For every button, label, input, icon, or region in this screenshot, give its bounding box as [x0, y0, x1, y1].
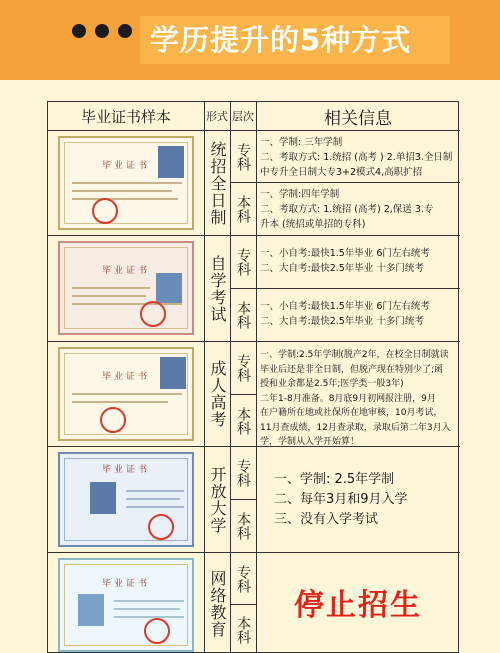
header-form: 形式 — [206, 110, 228, 123]
level-adult-exam-junior: 专科 — [235, 354, 251, 382]
stop-enrollment-notice: 停止招生 — [294, 588, 422, 623]
info-self-study-bachelor: 一、小自考:最快1.5年毕业 6门左右统考 二、大自考:最快2.5年毕业 十多门统考 — [260, 301, 430, 327]
header-info: 相关信息 — [324, 108, 392, 129]
level-open-university-bachelor: 本科 — [235, 512, 251, 540]
info-fulltime-bachelor: 一、学制:四年学制 二、考取方式: 1.统招 (高考) 2,保送 3.专 升本 (统招或单招的专科) — [260, 189, 434, 230]
title-banner — [0, 0, 500, 80]
level-open-university-junior: 专科 — [235, 459, 251, 487]
certificate-sample-adult-exam: 毕业证书 — [58, 347, 194, 441]
certificate-sample-online-education: 毕业证书 — [58, 558, 194, 652]
form-self-study: 自学考试 — [208, 254, 227, 323]
certificate-sample-self-study: 毕业证书 — [58, 241, 194, 335]
level-online-education-bachelor: 本科 — [235, 615, 251, 644]
level-adult-exam-bachelor: 本科 — [235, 406, 251, 435]
level-fulltime-junior: 专科 — [235, 142, 251, 171]
comparison-table — [47, 101, 459, 653]
info-open-university: 一、学制: 2.5年学制 二、每年3月和9月入学 三、没有入学考试 — [274, 472, 408, 527]
certificate-sample-fulltime: 毕业证书 — [58, 136, 194, 230]
info-self-study-junior: 一、小自考:最快1.5年毕业 6门左右统考 二、大自考:最快2.5年毕业 十多门统考 — [260, 248, 430, 274]
info-fulltime-junior: 一、学制: 三年学制 二、考取方式: 1.统招 (高考 ) 2.单招3.全日制 中专升全日制大专3+2模式4,高职扩招 — [260, 137, 453, 178]
form-adult-exam: 成人高考 — [208, 360, 227, 428]
certificate-sample-open-university: 毕业证书 — [58, 452, 194, 547]
form-fulltime: 统招全日制 — [208, 140, 227, 226]
form-open-university: 开放大学 — [208, 465, 227, 534]
info-adult-exam: 一、学制:2.5年学制(脱产2年，在校全日制就读 毕业后还是非全日制，但脱产现在特别少了;函 授和业余都是2.5年;医学类一般3年) 二年1-8月准备。8月底9月初网报注册，9月 在户籍所在地或社保所在地审核，10月考试， 11月查成绩，12月查录取，录取后第二年3月入 学，学制从入学开始算！ — [260, 350, 451, 447]
dots-icon — [72, 24, 132, 38]
level-self-study-junior: 专科 — [235, 248, 251, 276]
header-level: 层次 — [232, 110, 254, 123]
level-fulltime-bachelor: 本科 — [235, 195, 251, 223]
form-online-education: 网络教育 — [208, 569, 227, 638]
level-online-education-junior: 专科 — [235, 564, 251, 593]
level-self-study-bachelor: 本科 — [235, 301, 251, 329]
page-title: 学历提升的5种方式 — [140, 16, 450, 64]
header-sample: 毕业证书样本 — [80, 107, 171, 126]
